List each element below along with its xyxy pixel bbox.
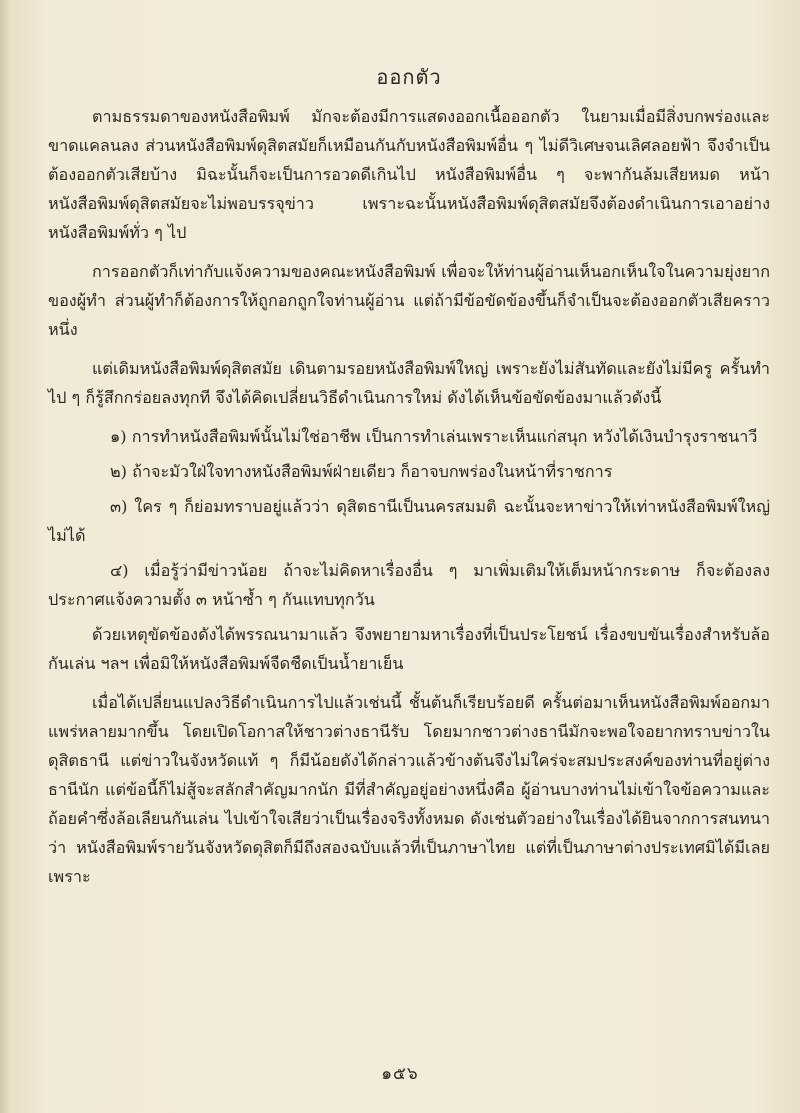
page-gutter-shadow <box>0 0 10 1113</box>
numbered-list <box>48 422 770 614</box>
list-item-3: ๓) ใคร ๆ ก็ย่อมทราบอยู่แล้วว่า ดุสิตธานีเป็นนครสมมติ ฉะนั้นจะหาข่าวให้เท่าหนังสือพิมพ์ใหญ่ไม่ได้ <box>48 497 770 545</box>
paragraph-3: แต่เดิมหนังสือพิมพ์ดุสิตสมัย เดินตามรอยหนังสือพิมพ์ใหญ่ เพราะยังไม่สันทัดและยังไม่มีครู ครั้นทำไป ๆ ก็รู้สึกกร่อยลงทุกที จึงได้คิดเปลี่ยนวิธีดำเนินการใหม่ ดังได้เห็นข้อขัดข้องมาแล้วดังนี้ <box>48 359 770 407</box>
paragraph-5: เมื่อได้เปลี่ยนแปลงวิธีดำเนินการไปแล้วเช่นนี้ ชั้นต้นก็เรียบร้อยดี ครั้นต่อมาเห็นหนังสือพิมพ์ออกมาแพร่หลายมากขึ้น โดยเปิดโอกาสให้ชาวต่างธานีรับ โดยมากชาวต่างธานีมักจะพอใจอยากทราบข่าวในดุสิตธานี แต่ข่าวในจังหวัดแท้ ๆ ก็มีน้อยดังได้กล่าวแล้วข้างต้นจึงไม่ใคร่จะสมประสงค์ของท่านที่อยู่ต่างธานีนัก แต่ข้อนี้ก็ไม่สู้จะสลักสำคัญมากนัก มีที่สำคัญอยู่อย่างหนึ่งคือ ผู้อ่านบางท่านไม่เข้าใจข้อความและถ้อยคำซึ่งล้อเลียนกันเล่น ไปเข้าใจเสียว่าเป็นเรื่องจริงทั้งหมด ดังเช่นตัวอย่างในเรื่องได้ยินจากการสนทนาว่า หนังสือพิมพ์รายวันจังหวัดดุสิตก็มีถึงสองฉบับแล้วที่เป็นภาษาไทย แต่ที่เป็นภาษาต่างประเทศมิได้มีเลย เพราะ <box>48 693 770 886</box>
paragraph-1: ตามธรรมดาของหนังสือพิมพ์ มักจะต้องมีการแสดงออกเนื้อออกตัว ในยามเมื่อมีสิ่งบกพร่องและขาดแคลนลง ส่วนหนังสือพิมพ์ดุสิตสมัยก็เหมือนกันกับหนังสือพิมพ์อื่น ๆ ไม่ดีวิเศษจนเลิศลอยฟ้า จึงจำเป็นต้องออกตัวเสียบ้าง มิฉะนั้นก็จะเป็นการอวดดีเกินไป หนังสือพิมพ์อื่น ๆ จะพากันล้มเสียหมด หน้าหนังสือพิมพ์ดุสิตสมัยจะไม่พอบรรจุข่าว เพราะฉะนั้นหนังสือพิมพ์ดุสิตสมัยจึงต้องดำเนินการเอาอย่างหนังสือพิมพ์ทั่ว ๆ ไป <box>48 107 770 242</box>
paragraph-4: ด้วยเหตุขัดข้องดังได้พรรณนามาแล้ว จึงพยายามหาเรื่องที่เป็นประโยชน์ เรื่องขบขันเรื่องสำหรับล้อกันเล่น ฯลฯ เพื่อมิให้หนังสือพิมพ์จืดชืดเป็นน้ำยาเย็น <box>48 625 770 673</box>
list-item-1: ๑) การทำหนังสือพิมพ์นั้นไม่ใช่อาชีพ เป็นการทำเล่นเพราะเห็นแก่สนุก หวังได้เงินบำรุงราชนาวี <box>110 427 758 446</box>
page-title: ออกตัว <box>376 65 442 89</box>
list-item-4: ๔) เมื่อรู้ว่ามีข่าวน้อย ถ้าจะไม่คิดหาเรื่องอื่น ๆ มาเพิ่มเติมให้เต็มหน้ากระดาษ ก็จะต้องลงประกาศแจ้งความตั้ง ๓ หน้าซ้ำ ๆ กันแทบทุกวัน <box>48 561 770 609</box>
list-item-2: ๒) ถ้าจะมัวใฝ่ใจทางหนังสือพิมพ์ฝ่ายเดียว ก็อาจบกพร่องในหน้าที่ราชการ <box>110 462 613 481</box>
page-number: ๑๕๖ <box>381 1064 419 1084</box>
document-page <box>48 62 770 1092</box>
paragraph-2: การออกตัวก็เท่ากับแจ้งความของคณะหนังสือพิมพ์ เพื่อจะให้ท่านผู้อ่านเห็นอกเห็นใจในความยุ่งยากของผู้ทำ ส่วนผู้ทำก็ต้องการให้ถูกอกถูกใจท่านผู้อ่าน แต่ถ้ามีข้อขัดข้องขึ้นก็จำเป็นจะต้องออกตัวเสียคราวหนึ่ง <box>48 262 770 339</box>
